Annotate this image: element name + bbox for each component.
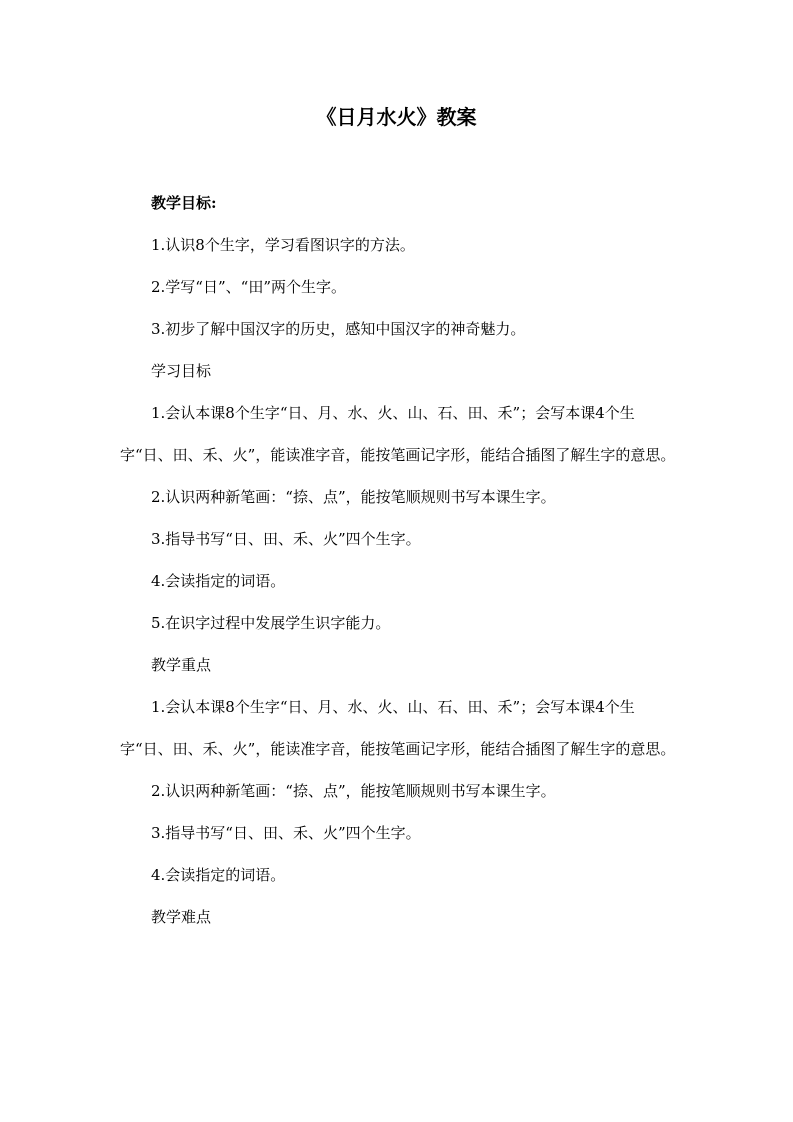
paragraph: 1.会认本课8个生字“日、月、水、火、山、石、田、禾”；会写本课4个生字“日、田、禾、火”，能读准字音，能按笔画记字形，能结合插图了解生字的意思。 xyxy=(120,404,676,464)
paragraph: 1.会认本课8个生字“日、月、水、火、山、石、田、禾”；会写本课4个生字“日、田、禾、火”，能读准字音，能按笔画记字形，能结合插图了解生字的意思。 xyxy=(120,698,676,758)
section-heading-difficulties: 教学难点 xyxy=(151,908,212,926)
paragraph: 4.会读指定的词语。 xyxy=(151,572,286,590)
section-heading-key-points: 教学重点 xyxy=(151,656,212,674)
paragraph: 1.认识8个生字，学习看图识字的方法。 xyxy=(151,236,415,254)
paragraph: 3.指导书写“日、田、禾、火”四个生字。 xyxy=(151,530,421,548)
paragraph: 2.学写“日”、“田”两个生字。 xyxy=(151,278,346,296)
paragraph: 2.认识两种新笔画：“捺、点”，能按笔顺规则书写本课生字。 xyxy=(151,488,556,506)
section-heading-teaching-goals: 教学目标: xyxy=(151,194,217,212)
document-body xyxy=(120,182,676,938)
paragraph: 3.初步了解中国汉字的历史，感知中国汉字的神奇魅力。 xyxy=(151,320,526,338)
paragraph: 4.会读指定的词语。 xyxy=(151,866,286,884)
section-heading-learning-goals: 学习目标 xyxy=(151,362,212,380)
paragraph: 2.认识两种新笔画：“捺、点”，能按笔顺规则书写本课生字。 xyxy=(151,782,556,800)
paragraph: 3.指导书写“日、田、禾、火”四个生字。 xyxy=(151,824,421,842)
paragraph: 5.在识字过程中发展学生识字能力。 xyxy=(151,614,391,632)
document-title: 《日月水火》教案 xyxy=(316,105,477,129)
